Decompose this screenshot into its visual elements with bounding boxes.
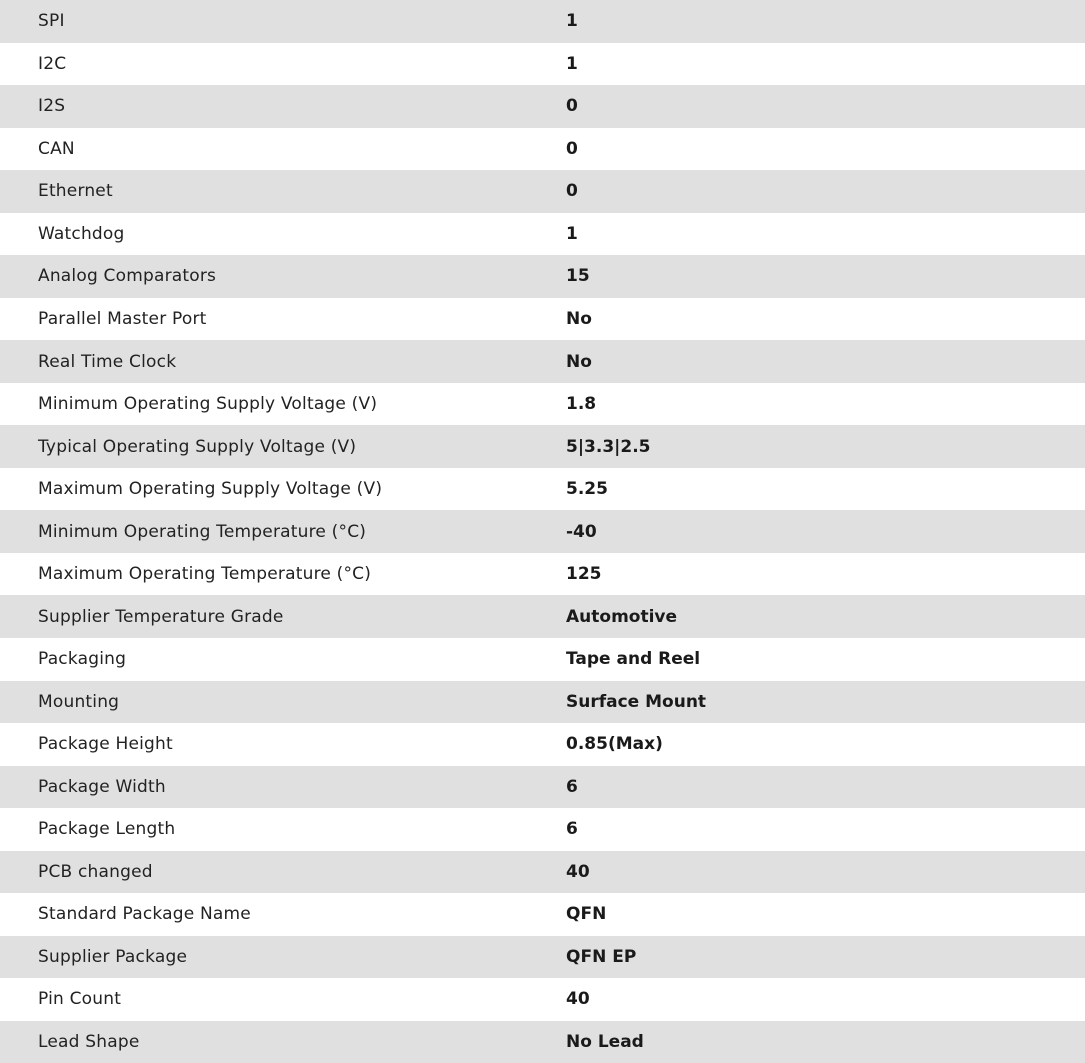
spec-value: 0.85(Max) [566,723,1085,766]
spec-label: SPI [0,0,566,43]
spec-row-i2c [0,43,1085,86]
spec-row-package-height [0,723,1085,766]
spec-row-min-temperature [0,510,1085,553]
spec-label: Analog Comparators [0,255,566,298]
spec-value: -40 [566,510,1085,553]
spec-label: CAN [0,128,566,171]
spec-row-real-time-clock [0,340,1085,383]
spec-row-spi [0,0,1085,43]
spec-row-package-width [0,766,1085,809]
spec-row-pin-count [0,978,1085,1021]
spec-label: Package Height [0,723,566,766]
spec-value: QFN EP [566,936,1085,979]
spec-value: No [566,298,1085,341]
spec-label: Supplier Package [0,936,566,979]
spec-value: 1 [566,43,1085,86]
spec-value: 15 [566,255,1085,298]
spec-value: 125 [566,553,1085,596]
spec-label: Real Time Clock [0,340,566,383]
spec-value: 0 [566,170,1085,213]
spec-label: Package Length [0,808,566,851]
spec-value: 40 [566,851,1085,894]
spec-row-can [0,128,1085,171]
spec-label: Pin Count [0,978,566,1021]
spec-label: I2C [0,43,566,86]
spec-row-temperature-grade [0,595,1085,638]
spec-label: Maximum Operating Supply Voltage (V) [0,468,566,511]
spec-value: 6 [566,808,1085,851]
spec-row-typ-supply-voltage [0,425,1085,468]
spec-value: 6 [566,766,1085,809]
spec-row-lead-shape [0,1021,1085,1063]
spec-value: Tape and Reel [566,638,1085,681]
spec-value: 1.8 [566,383,1085,426]
spec-label: Minimum Operating Supply Voltage (V) [0,383,566,426]
spec-row-analog-comparators [0,255,1085,298]
spec-value: 1 [566,213,1085,256]
spec-value: 1 [566,0,1085,43]
spec-label: Packaging [0,638,566,681]
spec-row-watchdog [0,213,1085,256]
spec-label: Minimum Operating Temperature (°C) [0,510,566,553]
spec-value: 5|3.3|2.5 [566,425,1085,468]
spec-row-package-length [0,808,1085,851]
spec-row-max-temperature [0,553,1085,596]
spec-row-supplier-package [0,936,1085,979]
spec-row-mounting [0,681,1085,724]
spec-label: Typical Operating Supply Voltage (V) [0,425,566,468]
spec-value: Surface Mount [566,681,1085,724]
spec-label: Watchdog [0,213,566,256]
spec-label: Standard Package Name [0,893,566,936]
spec-row-packaging [0,638,1085,681]
spec-value: 5.25 [566,468,1085,511]
spec-row-pcb-changed [0,851,1085,894]
spec-row-min-supply-voltage [0,383,1085,426]
spec-row-ethernet [0,170,1085,213]
spec-row-parallel-master-port [0,298,1085,341]
spec-value: 40 [566,978,1085,1021]
spec-label: Ethernet [0,170,566,213]
spec-label: Parallel Master Port [0,298,566,341]
spec-value: QFN [566,893,1085,936]
spec-label: Supplier Temperature Grade [0,595,566,638]
spec-row-max-supply-voltage [0,468,1085,511]
spec-label: Lead Shape [0,1021,566,1063]
spec-value: Automotive [566,595,1085,638]
spec-label: PCB changed [0,851,566,894]
spec-label: Maximum Operating Temperature (°C) [0,553,566,596]
spec-label: Mounting [0,681,566,724]
spec-value: No Lead [566,1021,1085,1063]
spec-value: No [566,340,1085,383]
spec-value: 0 [566,128,1085,171]
spec-row-i2s [0,85,1085,128]
spec-label: Package Width [0,766,566,809]
spec-label: I2S [0,85,566,128]
spec-value: 0 [566,85,1085,128]
spec-row-standard-package-name [0,893,1085,936]
